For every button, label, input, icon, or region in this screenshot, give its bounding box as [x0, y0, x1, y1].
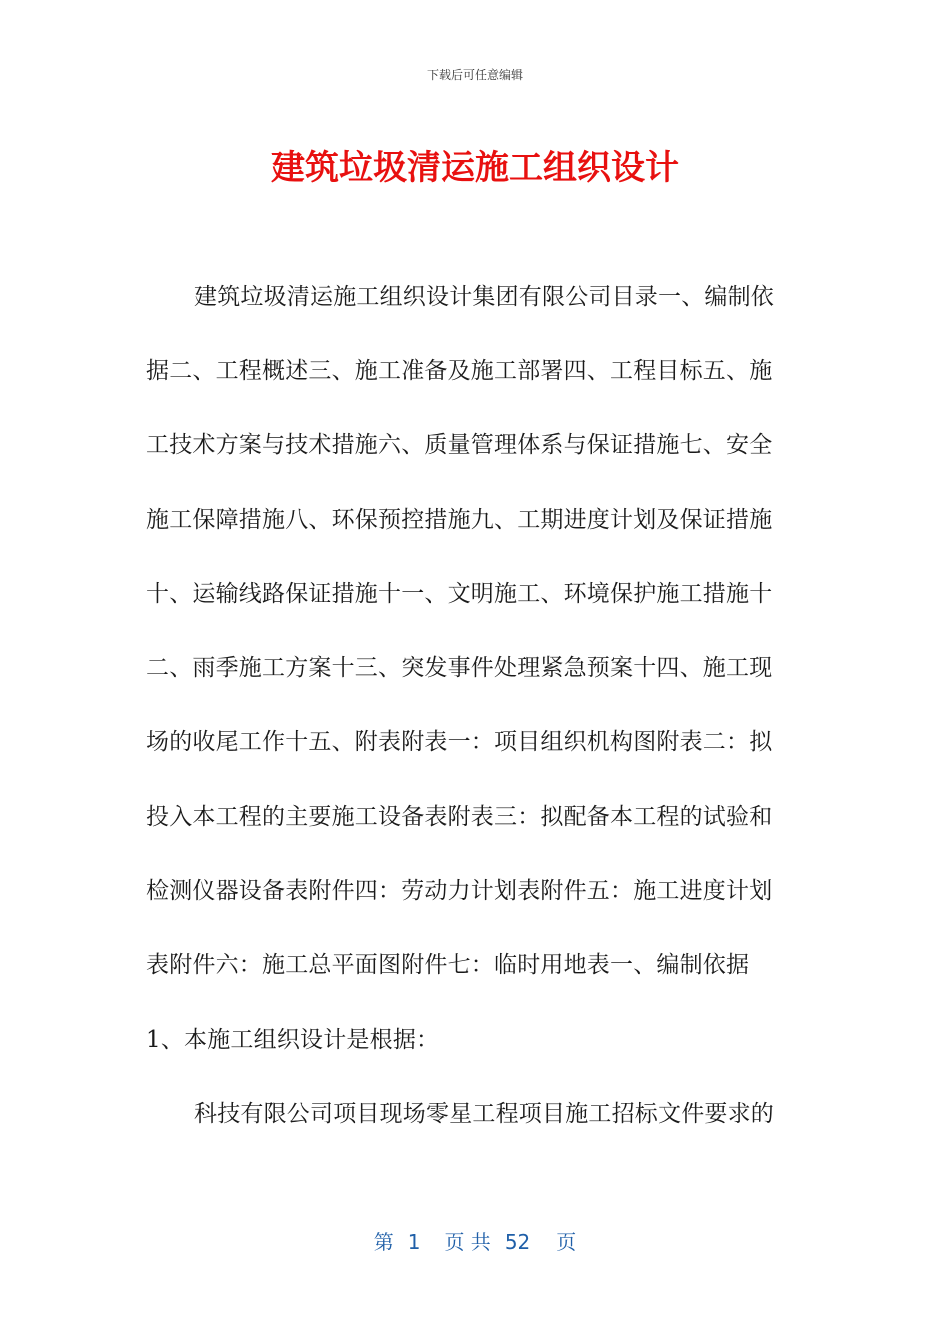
document-title: 建筑垃圾清运施工组织设计	[271, 148, 679, 188]
footer-middle: 页 共	[444, 1230, 491, 1254]
body-line-10: 表附件六：施工总平面图附件七：临时用地表一、编制依据	[146, 952, 750, 978]
page-footer	[0, 1226, 950, 1255]
body-line-12: 科技有限公司项目现场零星工程项目施工招标文件要求的	[194, 1101, 774, 1127]
body-line-7: 场的收尾工作十五、附表附表一：项目组织机构图附表二：拟	[146, 729, 773, 755]
body-line-3: 工技术方案与技术措施六、质量管理体系与保证措施七、安全	[146, 432, 773, 458]
footer-page-number: 1	[407, 1230, 421, 1254]
body-line-8: 投入本工程的主要施工设备表附表三：拟配备本工程的试验和	[146, 804, 773, 830]
header-note: 下载后可任意编辑	[426, 68, 523, 82]
body-line-2: 据二、工程概述三、施工准备及施工部署四、工程目标五、施	[146, 358, 773, 384]
footer-prefix: 第	[373, 1230, 394, 1254]
body-line-6: 二、雨季施工方案十三、突发事件处理紧急预案十四、施工现	[146, 655, 773, 681]
footer-suffix: 页	[556, 1230, 577, 1254]
footer-total-pages: 52	[504, 1230, 531, 1254]
body-line-4: 施工保障措施八、环保预控措施九、工期进度计划及保证措施	[146, 507, 773, 533]
body-line-9: 检测仪器设备表附件四：劳动力计划表附件五：施工进度计划	[146, 878, 773, 904]
body-line-5: 十、运输线路保证措施十一、文明施工、环境保护施工措施十	[146, 581, 773, 607]
body-line-11: 1、本施工组织设计是根据：	[146, 1027, 440, 1053]
body-line-1: 建筑垃圾清运施工组织设计集团有限公司目录一、编制依	[194, 284, 774, 310]
